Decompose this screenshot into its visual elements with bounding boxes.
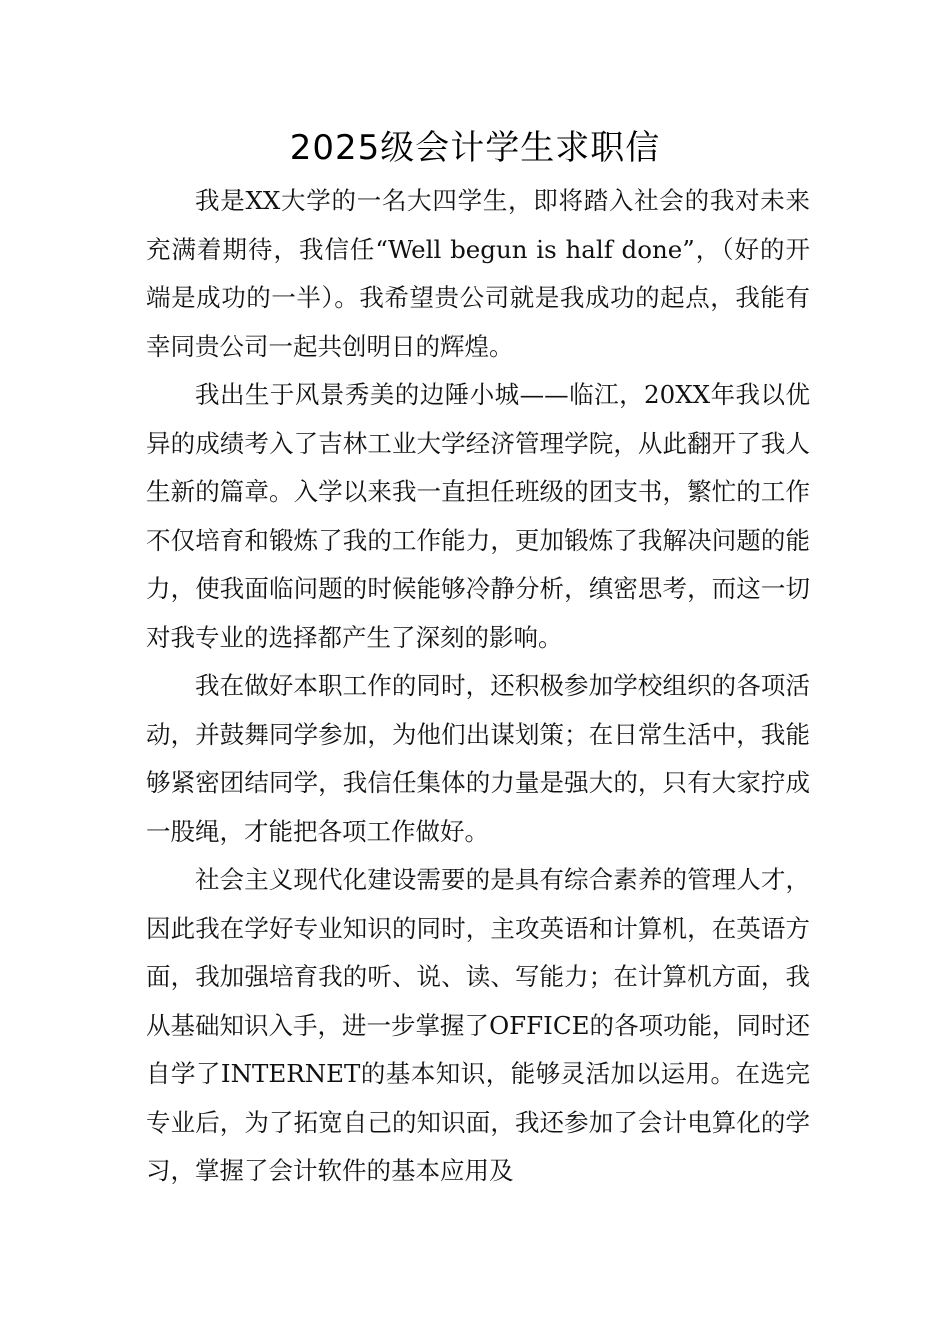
paragraph-background: 我出生于风景秀美的边陲小城——临江，20XX年我以优异的成绩考入了吉林工业大学经济管理学院，从此翻开了我人生新的篇章。入学以来我一直担任班级的团支书，繁忙的工作不仅培育和锻炼了我的工作能力，更加锻炼了我解决问题的能力，使我面临问题的时候能够冷静分析，缜密思考，而这一切对我专业的选择都产生了深刻的影响。 — [146, 380, 810, 652]
letter-body — [146, 177, 810, 1196]
paragraph-intro: 我是XX大学的一名大四学生，即将踏入社会的我对未来充满着期待，我信任“Well begun is half done”，（好的开端是成功的一半）。我希望贵公司就是我成功的起点，我能有幸同贵公司一起共创明日的辉煌。 — [146, 186, 810, 361]
page-title: 2025级会计学生求职信 — [289, 128, 661, 168]
paragraph-activities: 我在做好本职工作的同时，还积极参加学校组织的各项活动，并鼓舞同学参加，为他们出谋划策；在日常生活中，我能够紧密团结同学，我信任集体的力量是强大的，只有大家拧成一股绳，才能把各项工作做好。 — [146, 671, 810, 846]
paragraph-skills: 社会主义现代化建设需要的是具有综合素养的管理人才，因此我在学好专业知识的同时，主攻英语和计算机，在英语方面，我加强培育我的听、说、读、写能力；在计算机方面，我从基础知识入手，进一步掌握了OFFICE的各项功能，同时还自学了INTERNET的基本知识，能够灵活加以运用。在选完专业后，为了拓宽自己的知识面，我还参加了会计电算化的学习，掌握了会计软件的基本应用及 — [146, 865, 810, 1185]
